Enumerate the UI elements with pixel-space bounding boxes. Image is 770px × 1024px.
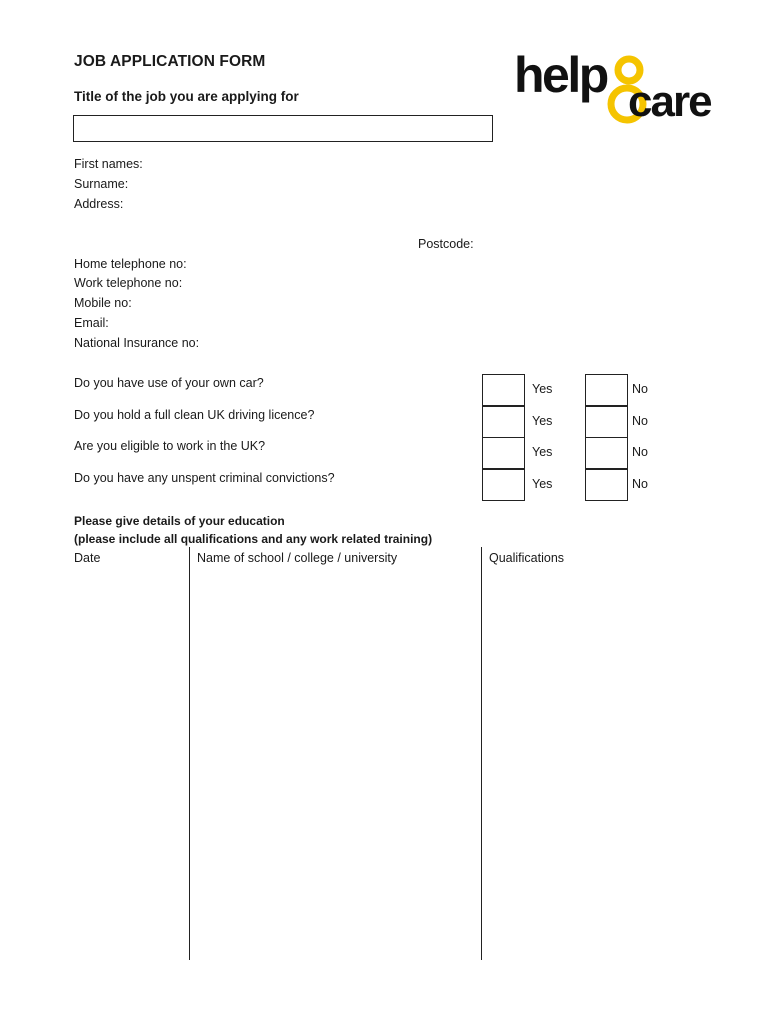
education-column-divider-2 <box>481 547 482 960</box>
criminal-convictions-no-label: No <box>632 477 648 491</box>
logo-text-care: care <box>628 77 711 126</box>
education-column-school: Name of school / college / university <box>197 551 398 565</box>
work-telephone-label: Work telephone no: <box>74 276 183 290</box>
education-column-divider-1 <box>189 547 190 960</box>
eligible-work-yes-label: Yes <box>532 445 553 459</box>
eligible-work-no-checkbox[interactable] <box>585 437 628 469</box>
own-car-yes-label: Yes <box>532 382 553 396</box>
own-car-no-checkbox[interactable] <box>585 374 628 406</box>
driving-licence-yes-checkbox[interactable] <box>482 406 525 438</box>
job-title-label: Title of the job you are applying for <box>74 89 299 104</box>
form-title: JOB APPLICATION FORM <box>74 53 266 70</box>
education-column-date: Date <box>74 551 101 565</box>
education-subheading: (please include all qualifications and any work related training) <box>74 532 433 546</box>
driving-licence-no-label: No <box>632 414 648 428</box>
first-names-label: First names: <box>74 157 143 171</box>
question-criminal-convictions: Do you have any unspent criminal convictions? <box>74 471 335 485</box>
logo-text-help: help <box>514 47 607 103</box>
help-and-care-logo <box>512 36 732 128</box>
question-eligible-work: Are you eligible to work in the UK? <box>74 439 266 453</box>
criminal-convictions-yes-checkbox[interactable] <box>482 469 525 501</box>
driving-licence-no-checkbox[interactable] <box>585 406 628 438</box>
question-driving-licence: Do you hold a full clean UK driving licence? <box>74 408 315 422</box>
home-telephone-label: Home telephone no: <box>74 257 187 271</box>
eligible-work-yes-checkbox[interactable] <box>482 437 525 469</box>
job-title-input[interactable] <box>73 115 493 142</box>
question-own-car: Do you have use of your own car? <box>74 376 264 390</box>
education-heading: Please give details of your education <box>74 514 285 528</box>
education-column-qualifications: Qualifications <box>489 551 565 565</box>
national-insurance-label: National Insurance no: <box>74 336 200 350</box>
driving-licence-yes-label: Yes <box>532 414 553 428</box>
own-car-yes-checkbox[interactable] <box>482 374 525 406</box>
mobile-label: Mobile no: <box>74 296 132 310</box>
surname-label: Surname: <box>74 177 129 191</box>
own-car-no-label: No <box>632 382 648 396</box>
postcode-label: Postcode: <box>418 237 474 251</box>
email-label: Email: <box>74 316 109 330</box>
eligible-work-no-label: No <box>632 445 648 459</box>
criminal-convictions-no-checkbox[interactable] <box>585 469 628 501</box>
criminal-convictions-yes-label: Yes <box>532 477 553 491</box>
address-label: Address: <box>74 197 124 211</box>
